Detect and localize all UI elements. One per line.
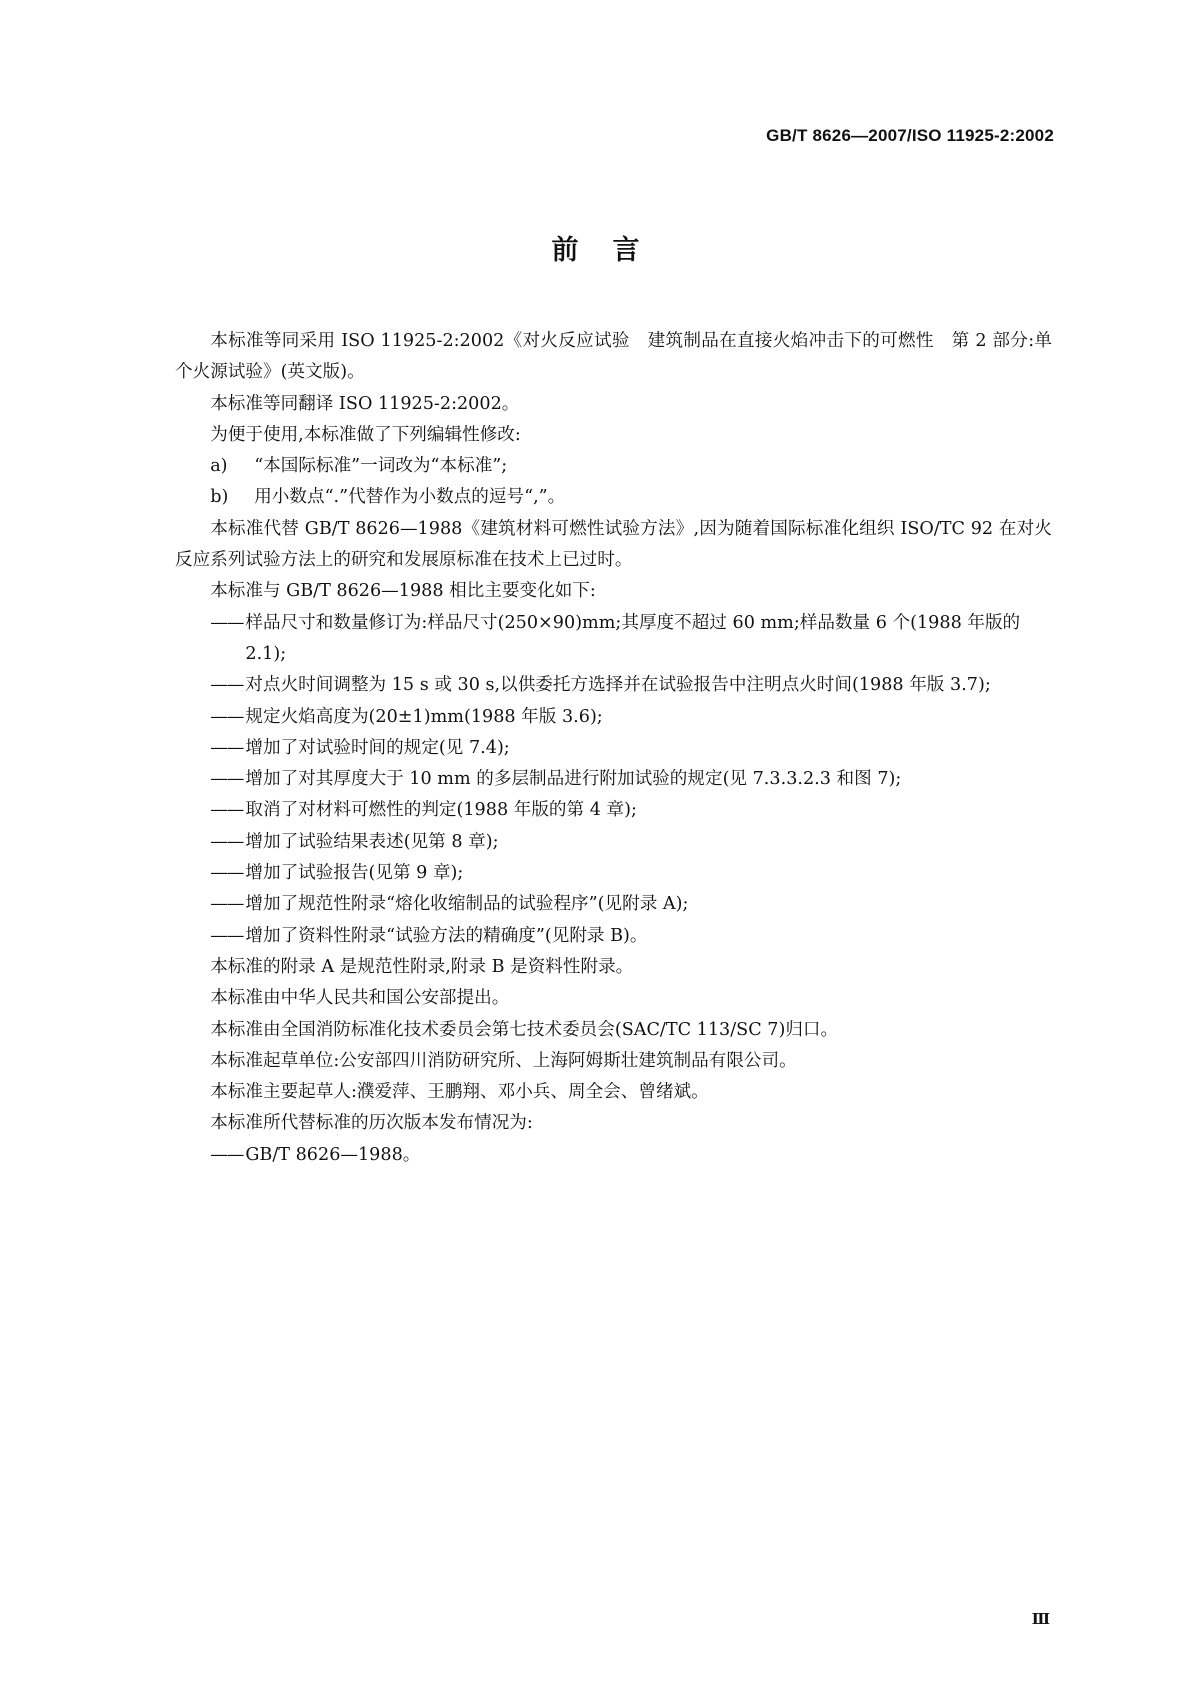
list-item — [175, 795, 1052, 826]
change-text: 增加了对其厚度大于 10 mm 的多层制品进行附加试验的规定(见 7.3.3.2.3 和图 7); — [245, 769, 902, 790]
foreword-body — [175, 326, 1052, 1171]
change-text: 规定火焰高度为(20±1)mm(1988 年版 3.6); — [245, 706, 603, 727]
change-text: 样品尺寸和数量修订为:样品尺寸(250×90)mm;其厚度不超过 60 mm;样品数量 6 个(1988 年版的 2.1); — [245, 612, 1021, 664]
paragraph-drafters: 本标准主要起草人:濮爱萍、王鹏翔、邓小兵、周全会、曾绪斌。 — [210, 1082, 709, 1103]
standard-code-header: GB/T 8626—2007/ISO 11925-2:2002 — [766, 126, 1054, 145]
paragraph-annexes: 本标准的附录 A 是规范性附录,附录 B 是资料性附录。 — [210, 956, 634, 977]
list-text-b: 用小数点“.”代替作为小数点的逗号“,”。 — [254, 487, 566, 508]
paragraph-adoption: 本标准等同采用 ISO 11925-2:2002《对火反应试验 建筑制品在直接火焰冲击下的可燃性 第 2 部分:单个火源试验》(英文版)。 — [175, 331, 1052, 383]
paragraph-replacement: 本标准代替 GB/T 8626—1988《建筑材料可燃性试验方法》,因为随着国际标准化组织 ISO/TC 92 在对火反应系列试验方法上的研究和发展原标准在技术上已过时。 — [175, 518, 1052, 571]
change-text: 对点火时间调整为 15 s 或 30 s,以供委托方选择并在试验报告中注明点火时间(1988 年版 3.7); — [245, 675, 991, 696]
change-text: 增加了规范性附录“熔化收缩制品的试验程序”(见附录 A); — [245, 894, 689, 915]
dash-marker: —— — [210, 925, 244, 946]
change-text: 取消了对材料可燃性的判定(1988 年版的第 4 章); — [245, 800, 637, 821]
list-item — [175, 670, 1052, 701]
dash-marker: —— — [210, 675, 244, 696]
paragraph-committee: 本标准由全国消防标准化技术委员会第七技术委员会(SAC/TC 113/SC 7)归口。 — [210, 1019, 839, 1040]
page-title: 前言 — [551, 235, 674, 266]
paragraph-editorial-intro: 为便于使用,本标准做了下列编辑性修改: — [210, 424, 521, 445]
list-item — [175, 827, 1052, 858]
dash-marker: —— — [210, 1144, 244, 1165]
paragraph-drafting-units: 本标准起草单位:公安部四川消防研究所、上海阿姆斯壮建筑制品有限公司。 — [210, 1050, 797, 1071]
paragraph-proposer: 本标准由中华人民共和国公安部提出。 — [210, 988, 510, 1009]
change-text: 增加了资料性附录“试验方法的精确度”(见附录 B)。 — [245, 925, 648, 946]
dash-marker: —— — [210, 800, 244, 821]
list-item — [175, 608, 1052, 671]
paragraph-changes-intro: 本标准与 GB/T 8626—1988 相比主要变化如下: — [210, 581, 596, 602]
dash-marker: —— — [210, 769, 244, 790]
list-item — [175, 764, 1052, 795]
changes-list — [175, 608, 1052, 952]
list-item — [175, 733, 1052, 764]
list-item-history — [175, 1140, 1052, 1171]
dash-marker: —— — [210, 737, 244, 758]
change-text: 增加了试验报告(见第 9 章); — [245, 863, 464, 884]
page-number: Ⅲ — [1031, 1610, 1050, 1628]
list-text-a: “本国际标准”一词改为“本标准”; — [254, 456, 508, 477]
list-item-b — [175, 482, 1052, 513]
dash-marker: —— — [210, 894, 244, 915]
list-item — [175, 921, 1052, 952]
change-text: 增加了试验结果表述(见第 8 章); — [245, 831, 499, 852]
list-marker-b: b) — [210, 487, 229, 508]
list-item-a — [175, 451, 1052, 482]
list-item — [175, 858, 1052, 889]
dash-marker: —— — [210, 612, 244, 633]
paragraph-history-intro: 本标准所代替标准的历次版本发布情况为: — [210, 1113, 533, 1134]
dash-marker: —— — [210, 863, 244, 884]
change-text: 增加了对试验时间的规定(见 7.4); — [245, 737, 510, 758]
dash-marker: —— — [210, 706, 244, 727]
list-item — [175, 889, 1052, 920]
paragraph-translation: 本标准等同翻译 ISO 11925-2:2002。 — [210, 393, 520, 414]
dash-marker: —— — [210, 831, 244, 852]
history-text: GB/T 8626—1988。 — [245, 1144, 421, 1165]
list-marker-a: a) — [210, 456, 228, 477]
list-item — [175, 702, 1052, 733]
